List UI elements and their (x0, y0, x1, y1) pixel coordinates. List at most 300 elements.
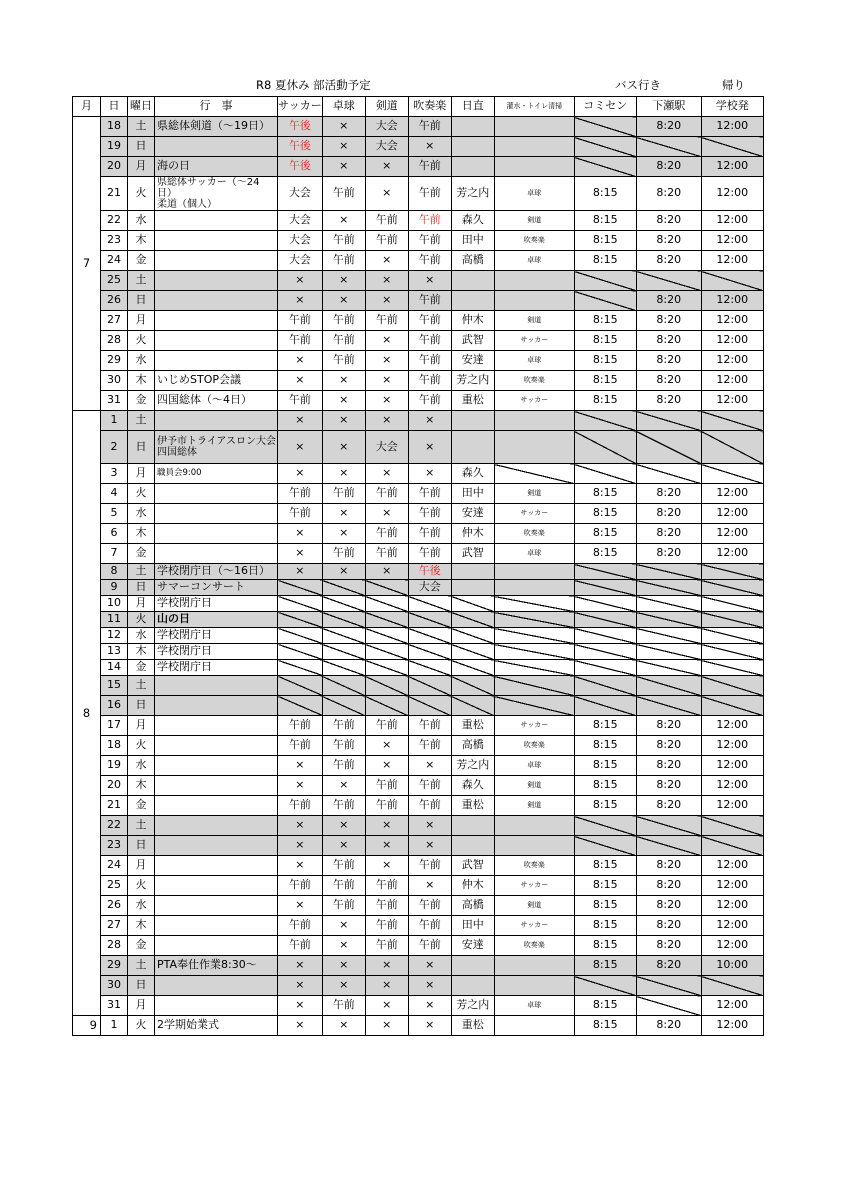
day-cell: 10 (101, 596, 128, 612)
day-cell: 26 (101, 896, 128, 916)
event-cell (155, 976, 278, 996)
brass-cell: 午前 (408, 351, 451, 371)
tabletennis-cell: 午前 (322, 856, 365, 876)
cleaning-cell: 卓球 (494, 996, 574, 1016)
event-cell (155, 776, 278, 796)
komisen-cell: 8:15 (574, 504, 636, 524)
table-row (73, 291, 764, 311)
duty-cell (451, 612, 494, 628)
table-row (73, 391, 764, 411)
tabletennis-cell: × (322, 916, 365, 936)
event-cell: PTA奉仕作業8:30～ (155, 956, 278, 976)
kendo-cell: 午前 (365, 484, 408, 504)
month-cell: 9 (73, 1016, 101, 1036)
komisen-cell (574, 291, 636, 311)
table-row (73, 271, 764, 291)
shimose-cell: 8:20 (636, 956, 701, 976)
tabletennis-cell: × (322, 524, 365, 544)
brass-cell: 午前 (408, 391, 451, 411)
event-cell (155, 836, 278, 856)
school-cell (701, 431, 763, 464)
table-row (73, 596, 764, 612)
school-cell (701, 644, 763, 660)
header-komisen: コミセン (574, 97, 636, 117)
duty-cell (451, 628, 494, 644)
event-cell (155, 311, 278, 331)
komisen-cell: 8:15 (574, 956, 636, 976)
shimose-cell: 8:20 (636, 544, 701, 564)
brass-cell (408, 612, 451, 628)
school-cell (701, 596, 763, 612)
weekday-cell: 火 (128, 736, 155, 756)
tabletennis-cell: × (322, 956, 365, 976)
weekday-cell: 日 (128, 580, 155, 596)
tabletennis-cell: 午前 (322, 736, 365, 756)
day-cell: 17 (101, 716, 128, 736)
komisen-cell (574, 580, 636, 596)
duty-cell (451, 696, 494, 716)
tabletennis-cell: 午前 (322, 896, 365, 916)
day-cell: 27 (101, 916, 128, 936)
duty-cell: 田中 (451, 231, 494, 251)
event-cell: 海の日 (155, 157, 278, 177)
return-label: 帰り (722, 78, 745, 92)
day-cell: 19 (101, 137, 128, 157)
duty-cell: 武智 (451, 331, 494, 351)
event-cell (155, 856, 278, 876)
soccer-cell: × (278, 836, 323, 856)
tabletennis-cell: × (322, 1016, 365, 1036)
table-row (73, 431, 764, 464)
weekday-cell: 金 (128, 936, 155, 956)
kendo-cell: 午前 (365, 544, 408, 564)
page-header (0, 77, 849, 93)
header-month: 月 (73, 97, 101, 117)
shimose-cell: 8:20 (636, 796, 701, 816)
brass-cell: × (408, 996, 451, 1016)
soccer-cell: × (278, 816, 323, 836)
komisen-cell (574, 117, 636, 137)
komisen-cell: 8:15 (574, 544, 636, 564)
kendo-cell (365, 660, 408, 676)
school-cell (701, 676, 763, 696)
duty-cell (451, 644, 494, 660)
cleaning-cell (494, 580, 574, 596)
brass-cell: × (408, 816, 451, 836)
tabletennis-cell: 午前 (322, 177, 365, 211)
table-row (73, 916, 764, 936)
shimose-cell: 8:20 (636, 371, 701, 391)
brass-cell: 午前 (408, 211, 451, 231)
shimose-cell (636, 696, 701, 716)
soccer-cell: 大会 (278, 231, 323, 251)
table-row (73, 660, 764, 676)
cleaning-cell: 卓球 (494, 177, 574, 211)
brass-cell: 午前 (408, 524, 451, 544)
weekday-cell: 金 (128, 251, 155, 271)
weekday-cell: 日 (128, 836, 155, 856)
day-cell: 25 (101, 876, 128, 896)
day-cell: 3 (101, 464, 128, 484)
shimose-cell (636, 464, 701, 484)
table-row (73, 796, 764, 816)
brass-cell: 午前 (408, 484, 451, 504)
day-cell: 12 (101, 628, 128, 644)
duty-cell (451, 956, 494, 976)
cleaning-cell (494, 644, 574, 660)
duty-cell (451, 836, 494, 856)
komisen-cell: 8:15 (574, 776, 636, 796)
kendo-cell: × (365, 816, 408, 836)
cleaning-cell: 吹奏楽 (494, 231, 574, 251)
komisen-cell: 8:15 (574, 876, 636, 896)
tabletennis-cell (322, 644, 365, 660)
shimose-cell: 8:20 (636, 716, 701, 736)
event-cell (155, 996, 278, 1016)
kendo-cell: 大会 (365, 117, 408, 137)
day-cell: 23 (101, 836, 128, 856)
shimose-cell (636, 137, 701, 157)
table-row (73, 716, 764, 736)
school-cell: 12:00 (701, 484, 763, 504)
day-cell: 6 (101, 524, 128, 544)
komisen-cell: 8:15 (574, 736, 636, 756)
day-cell: 28 (101, 936, 128, 956)
event-cell (155, 211, 278, 231)
komisen-cell: 8:15 (574, 996, 636, 1016)
soccer-cell: 午前 (278, 484, 323, 504)
event-cell: 学校閉庁日（～16日） (155, 564, 278, 580)
weekday-cell: 土 (128, 271, 155, 291)
weekday-cell: 水 (128, 211, 155, 231)
event-cell: 四国総体（～4日） (155, 391, 278, 411)
kendo-cell: × (365, 251, 408, 271)
weekday-cell: 水 (128, 504, 155, 524)
duty-cell: 仲木 (451, 524, 494, 544)
komisen-cell (574, 676, 636, 696)
soccer-cell (278, 596, 323, 612)
duty-cell (451, 411, 494, 431)
school-cell: 12:00 (701, 716, 763, 736)
komisen-cell (574, 271, 636, 291)
school-cell: 12:00 (701, 251, 763, 271)
cleaning-cell: 卓球 (494, 251, 574, 271)
brass-cell (408, 628, 451, 644)
tabletennis-cell: 午前 (322, 756, 365, 776)
brass-cell: × (408, 836, 451, 856)
brass-cell: × (408, 431, 451, 464)
table-row (73, 996, 764, 1016)
duty-cell: 芳之内 (451, 996, 494, 1016)
soccer-cell (278, 644, 323, 660)
tabletennis-cell: 午前 (322, 251, 365, 271)
day-cell: 29 (101, 956, 128, 976)
day-cell: 22 (101, 816, 128, 836)
tabletennis-cell: × (322, 776, 365, 796)
shimose-cell: 8:20 (636, 936, 701, 956)
kendo-cell: 午前 (365, 716, 408, 736)
kendo-cell: × (365, 177, 408, 211)
table-row (73, 371, 764, 391)
kendo-cell (365, 644, 408, 660)
table-row (73, 484, 764, 504)
event-cell: 学校閉庁日 (155, 660, 278, 676)
kendo-cell: 大会 (365, 137, 408, 157)
day-cell: 21 (101, 177, 128, 211)
cleaning-cell: 剣道 (494, 211, 574, 231)
kendo-cell: × (365, 856, 408, 876)
tabletennis-cell: 午前 (322, 716, 365, 736)
weekday-cell: 月 (128, 596, 155, 612)
tabletennis-cell (322, 660, 365, 676)
weekday-cell: 火 (128, 876, 155, 896)
tabletennis-cell: × (322, 976, 365, 996)
brass-cell: 午前 (408, 796, 451, 816)
weekday-cell: 水 (128, 351, 155, 371)
tabletennis-cell: 午前 (322, 876, 365, 896)
komisen-cell (574, 157, 636, 177)
event-cell (155, 291, 278, 311)
shimose-cell: 8:20 (636, 157, 701, 177)
soccer-cell (278, 696, 323, 716)
tabletennis-cell: 午前 (322, 311, 365, 331)
duty-cell: 芳之内 (451, 371, 494, 391)
school-cell: 12:00 (701, 796, 763, 816)
brass-cell: × (408, 756, 451, 776)
brass-cell: 午前 (408, 157, 451, 177)
shimose-cell (636, 411, 701, 431)
day-cell: 22 (101, 211, 128, 231)
brass-cell: 午前 (408, 716, 451, 736)
shimose-cell (636, 580, 701, 596)
kendo-cell: × (365, 351, 408, 371)
komisen-cell: 8:15 (574, 391, 636, 411)
shimose-cell: 8:20 (636, 391, 701, 411)
cleaning-cell (494, 696, 574, 716)
duty-cell (451, 291, 494, 311)
day-cell: 28 (101, 331, 128, 351)
shimose-cell (636, 816, 701, 836)
soccer-cell: 午前 (278, 311, 323, 331)
weekday-cell: 土 (128, 816, 155, 836)
shimose-cell: 8:20 (636, 736, 701, 756)
soccer-cell: 午前 (278, 876, 323, 896)
brass-cell: 午前 (408, 776, 451, 796)
komisen-cell (574, 644, 636, 660)
kendo-cell: × (365, 996, 408, 1016)
cleaning-cell (494, 676, 574, 696)
brass-cell: 午前 (408, 544, 451, 564)
tabletennis-cell: × (322, 504, 365, 524)
tabletennis-cell: × (322, 271, 365, 291)
komisen-cell (574, 696, 636, 716)
kendo-cell: × (365, 756, 408, 776)
brass-cell (408, 660, 451, 676)
cleaning-cell: 剣道 (494, 484, 574, 504)
school-cell (701, 976, 763, 996)
weekday-cell: 月 (128, 464, 155, 484)
kendo-cell: × (365, 956, 408, 976)
soccer-cell: 午前 (278, 736, 323, 756)
day-cell: 27 (101, 311, 128, 331)
soccer-cell (278, 612, 323, 628)
weekday-cell: 火 (128, 177, 155, 211)
table-row (73, 117, 764, 137)
weekday-cell: 土 (128, 117, 155, 137)
cleaning-cell: サッカー (494, 716, 574, 736)
brass-cell (408, 676, 451, 696)
soccer-cell: 午前 (278, 331, 323, 351)
komisen-cell (574, 411, 636, 431)
cleaning-cell: 卓球 (494, 351, 574, 371)
day-cell: 19 (101, 756, 128, 776)
duty-cell: 重松 (451, 391, 494, 411)
event-cell: 伊予市トライアスロン大会 四国総体 (155, 431, 278, 464)
brass-cell (408, 696, 451, 716)
soccer-cell: × (278, 896, 323, 916)
table-row (73, 464, 764, 484)
tabletennis-cell: × (322, 464, 365, 484)
soccer-cell: 午前 (278, 916, 323, 936)
table-row (73, 836, 764, 856)
duty-cell (451, 676, 494, 696)
weekday-cell: 火 (128, 331, 155, 351)
event-cell (155, 351, 278, 371)
cleaning-cell: 卓球 (494, 544, 574, 564)
kendo-cell (365, 596, 408, 612)
kendo-cell (365, 696, 408, 716)
shimose-cell (636, 271, 701, 291)
shimose-cell: 8:20 (636, 504, 701, 524)
shimose-cell (636, 628, 701, 644)
soccer-cell: × (278, 271, 323, 291)
brass-cell: 午前 (408, 177, 451, 211)
cleaning-cell (494, 464, 574, 484)
duty-cell (451, 137, 494, 157)
kendo-cell (365, 628, 408, 644)
day-cell: 24 (101, 251, 128, 271)
shimose-cell (636, 996, 701, 1016)
brass-cell: 午前 (408, 504, 451, 524)
duty-cell: 仲木 (451, 876, 494, 896)
brass-cell: 午前 (408, 291, 451, 311)
komisen-cell: 8:15 (574, 916, 636, 936)
table-row (73, 137, 764, 157)
duty-cell (451, 117, 494, 137)
kendo-cell (365, 580, 408, 596)
brass-cell: 午前 (408, 736, 451, 756)
event-cell (155, 331, 278, 351)
komisen-cell: 8:15 (574, 371, 636, 391)
kendo-cell: × (365, 331, 408, 351)
soccer-cell: × (278, 524, 323, 544)
soccer-cell (278, 676, 323, 696)
weekday-cell: 土 (128, 676, 155, 696)
day-cell: 23 (101, 231, 128, 251)
shimose-cell: 8:20 (636, 524, 701, 544)
school-cell (701, 411, 763, 431)
brass-cell: × (408, 976, 451, 996)
duty-cell: 重松 (451, 716, 494, 736)
school-cell (701, 816, 763, 836)
tabletennis-cell: × (322, 371, 365, 391)
duty-cell: 重松 (451, 1016, 494, 1036)
soccer-cell: 午後 (278, 157, 323, 177)
header-brass: 吹奏楽 (408, 97, 451, 117)
komisen-cell: 8:15 (574, 311, 636, 331)
shimose-cell (636, 431, 701, 464)
event-cell (155, 896, 278, 916)
cleaning-cell: サッカー (494, 916, 574, 936)
bus-label: バス行き (615, 78, 661, 92)
brass-cell: 大会 (408, 580, 451, 596)
event-cell: 2学期始業式 (155, 1016, 278, 1036)
cleaning-cell (494, 564, 574, 580)
komisen-cell: 8:15 (574, 756, 636, 776)
cleaning-cell: 剣道 (494, 776, 574, 796)
komisen-cell: 8:15 (574, 716, 636, 736)
duty-cell: 高橋 (451, 736, 494, 756)
kendo-cell (365, 676, 408, 696)
shimose-cell: 8:20 (636, 351, 701, 371)
soccer-cell: 午後 (278, 137, 323, 157)
day-cell: 18 (101, 736, 128, 756)
event-cell (155, 251, 278, 271)
cleaning-cell (494, 431, 574, 464)
shimose-cell (636, 836, 701, 856)
komisen-cell: 8:15 (574, 936, 636, 956)
event-cell (155, 876, 278, 896)
brass-cell: × (408, 1016, 451, 1036)
day-cell: 4 (101, 484, 128, 504)
duty-cell (451, 976, 494, 996)
weekday-cell: 水 (128, 628, 155, 644)
cleaning-cell (494, 291, 574, 311)
weekday-cell: 月 (128, 157, 155, 177)
weekday-cell: 火 (128, 1016, 155, 1036)
weekday-cell: 土 (128, 564, 155, 580)
brass-cell: 午後 (408, 564, 451, 580)
duty-cell: 森久 (451, 211, 494, 231)
shimose-cell: 8:20 (636, 251, 701, 271)
soccer-cell (278, 628, 323, 644)
weekday-cell: 日 (128, 291, 155, 311)
cleaning-cell (494, 157, 574, 177)
school-cell: 12:00 (701, 1016, 763, 1036)
table-row (73, 251, 764, 271)
table-row (73, 351, 764, 371)
soccer-cell: 午前 (278, 936, 323, 956)
cleaning-cell (494, 596, 574, 612)
weekday-cell: 月 (128, 716, 155, 736)
shimose-cell: 8:20 (636, 1016, 701, 1036)
table-row (73, 696, 764, 716)
soccer-cell: × (278, 956, 323, 976)
duty-cell: 仲木 (451, 311, 494, 331)
day-cell: 20 (101, 157, 128, 177)
komisen-cell: 8:15 (574, 484, 636, 504)
duty-cell: 田中 (451, 484, 494, 504)
weekday-cell: 金 (128, 391, 155, 411)
event-cell (155, 716, 278, 736)
brass-cell: × (408, 271, 451, 291)
kendo-cell: × (365, 564, 408, 580)
tabletennis-cell: 午前 (322, 351, 365, 371)
school-cell: 12:00 (701, 311, 763, 331)
soccer-cell: 午前 (278, 504, 323, 524)
header-day: 日 (101, 97, 128, 117)
weekday-cell: 日 (128, 137, 155, 157)
